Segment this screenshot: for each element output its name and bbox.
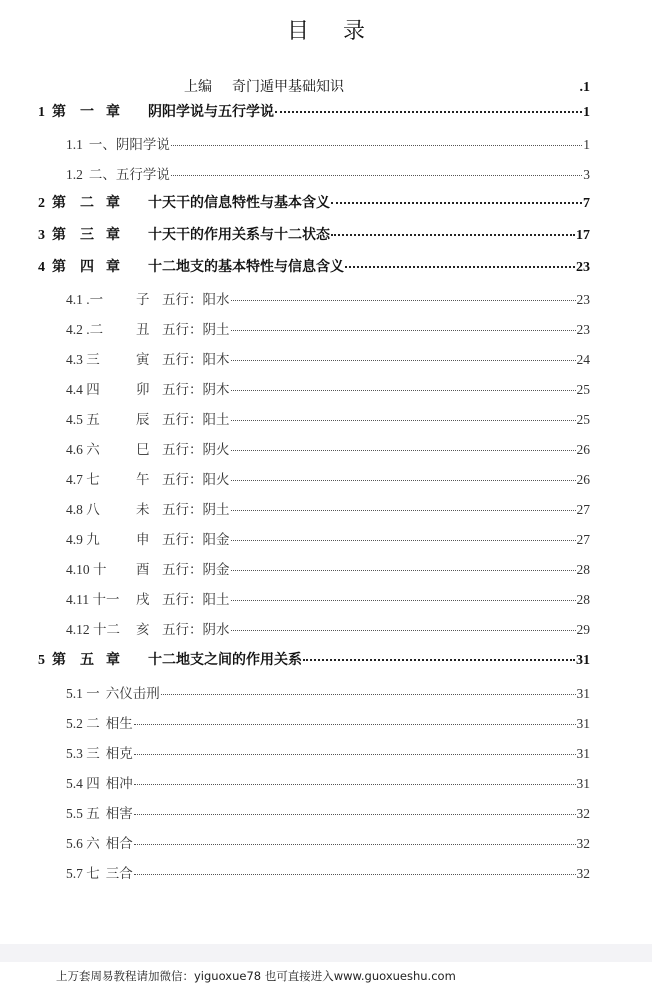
earthly-branch: 酉 <box>136 562 150 577</box>
earthly-branch: 亥 <box>136 622 150 637</box>
toc-branch-entry[interactable] <box>66 288 590 308</box>
earthly-branch: 未 <box>136 502 150 517</box>
section-title: 五行：阴火 <box>162 442 230 457</box>
section-number: 4.1 .一 <box>66 292 104 307</box>
toc-branch-entry[interactable] <box>66 438 590 458</box>
chapter-title: 十二地支之间的作用关系 <box>148 653 302 668</box>
dot-leader <box>134 844 576 845</box>
dot-leader <box>171 175 582 176</box>
section-number: 4.4 四 <box>66 382 100 397</box>
toc-branch-entry[interactable] <box>66 618 590 638</box>
page-number: 25 <box>576 382 590 397</box>
page-title: 目录 <box>286 18 399 43</box>
earthly-branch: 寅 <box>136 352 150 367</box>
chapter-number: 2 <box>38 196 45 211</box>
page-number: 26 <box>576 442 590 457</box>
footer-banner <box>0 962 652 994</box>
dot-leader <box>161 694 576 695</box>
dot-leader <box>231 630 576 631</box>
page-separator <box>0 944 652 962</box>
page-number: 31 <box>576 653 590 668</box>
section-title: 五行：阴水 <box>162 622 230 637</box>
chapter-ordinal: 三 <box>80 228 94 243</box>
page-number: 1 <box>583 137 590 152</box>
page-number: 17 <box>576 228 590 243</box>
earthly-branch: 申 <box>136 532 150 547</box>
section-number: 4.3 三 <box>66 352 100 367</box>
chapter-number: 3 <box>38 228 45 243</box>
toc-section-entry[interactable] <box>66 682 590 702</box>
chapter-di: 第 <box>52 105 66 120</box>
toc-section-entry[interactable] <box>66 862 590 882</box>
page-number: 31 <box>576 746 590 761</box>
section-title: 五行：阳金 <box>162 532 230 547</box>
page-number: 7 <box>583 196 590 211</box>
toc-section-entry[interactable] <box>66 832 590 852</box>
section-number: 4.2 .二 <box>66 322 104 337</box>
dot-leader <box>231 540 576 541</box>
toc-branch-entry[interactable] <box>66 378 590 398</box>
dot-leader <box>231 330 576 331</box>
section-number: 5.5 五 <box>66 806 100 821</box>
section-number: 4.12 十二 <box>66 622 120 637</box>
chapter-title: 十天干的信息特性与基本含义 <box>148 196 330 211</box>
chapter-number: 1 <box>38 105 45 120</box>
section-number: 5.1 一 <box>66 686 100 701</box>
section-title: 五行：阳火 <box>162 472 230 487</box>
toc-chapter-entry[interactable] <box>38 224 590 244</box>
section-title: 五行：阴木 <box>162 382 230 397</box>
section-number: 4.11 十一 <box>66 592 120 607</box>
toc-branch-entry[interactable] <box>66 468 590 488</box>
page-number: 23 <box>576 322 590 337</box>
chapter-number: 4 <box>38 260 45 275</box>
page-number: 27 <box>576 532 590 547</box>
dot-leader <box>303 659 575 661</box>
dot-leader <box>231 360 576 361</box>
chapter-di: 第 <box>52 653 66 668</box>
chapter-title: 十天干的作用关系与十二状态 <box>148 228 330 243</box>
page-number: 28 <box>576 592 590 607</box>
page-number: 28 <box>576 562 590 577</box>
section-title: 五行：阳土 <box>162 592 230 607</box>
page-number: 31 <box>576 716 590 731</box>
earthly-branch: 巳 <box>136 442 150 457</box>
earthly-branch: 卯 <box>136 382 150 397</box>
chapter-di: 第 <box>52 228 66 243</box>
chapter-ordinal: 一 <box>80 105 94 120</box>
page-number: 32 <box>576 866 590 881</box>
page-number: 23 <box>576 260 590 275</box>
section-number: 5.7 七 <box>66 866 100 881</box>
toc-chapter-entry[interactable] <box>38 256 590 276</box>
toc-section-entry[interactable] <box>66 163 590 183</box>
part-heading[interactable] <box>184 76 590 96</box>
dot-leader <box>231 300 576 301</box>
toc-branch-entry[interactable] <box>66 348 590 368</box>
toc-section-entry[interactable] <box>66 802 590 822</box>
page-number: 25 <box>576 412 590 427</box>
dot-leader <box>231 420 576 421</box>
section-number: 5.2 二 <box>66 716 100 731</box>
chapter-title: 阴阳学说与五行学说 <box>148 105 274 120</box>
chapter-di: 第 <box>52 260 66 275</box>
earthly-branch: 戌 <box>136 592 150 607</box>
toc-branch-entry[interactable] <box>66 498 590 518</box>
dot-leader <box>171 145 582 146</box>
chapter-ordinal: 四 <box>80 260 94 275</box>
section-number: 4.5 五 <box>66 412 100 427</box>
dot-leader <box>331 202 582 204</box>
section-title: 五行：阴土 <box>162 322 230 337</box>
earthly-branch: 丑 <box>136 322 150 337</box>
section-number: 4.7 七 <box>66 472 100 487</box>
toc-branch-entry[interactable] <box>66 558 590 578</box>
dot-leader <box>231 510 576 511</box>
dot-leader <box>231 600 576 601</box>
chapter-zhang: 章 <box>106 653 120 668</box>
section-number: 4.6 六 <box>66 442 100 457</box>
section-number: 5.3 三 <box>66 746 100 761</box>
section-number: 1.1 <box>66 137 83 152</box>
dot-leader <box>345 266 575 268</box>
toc-chapter-entry[interactable] <box>38 649 590 669</box>
section-number: 4.8 八 <box>66 502 100 517</box>
page-number: 23 <box>576 292 590 307</box>
section-title: 五行：阳土 <box>162 412 230 427</box>
section-title: 六仪击刑 <box>105 686 160 701</box>
page-number: 31 <box>576 776 590 791</box>
dot-leader <box>275 111 582 113</box>
toc-chapter-entry[interactable] <box>38 192 590 212</box>
dot-leader <box>231 450 576 451</box>
page-number: 24 <box>576 352 590 367</box>
toc-section-entry[interactable] <box>66 712 590 732</box>
chapter-title: 十二地支的基本特性与信息含义 <box>148 260 344 275</box>
section-title: 三合 <box>105 866 133 881</box>
section-number: 1.2 <box>66 167 83 182</box>
section-title: 相冲 <box>105 776 133 791</box>
section-title: 五行：阴土 <box>162 502 230 517</box>
footer-text: 上万套周易教程请加微信：yiguoxue78 也可直接进入www.guoxueshu.com <box>56 969 456 983</box>
section-title: 一、阴阳学说 <box>88 137 170 152</box>
dot-leader <box>134 874 576 875</box>
toc-section-entry[interactable] <box>66 742 590 762</box>
dot-leader <box>134 814 576 815</box>
section-title: 二、五行学说 <box>88 167 170 182</box>
section-title: 相害 <box>105 806 133 821</box>
chapter-ordinal: 二 <box>80 196 94 211</box>
section-title: 相克 <box>105 746 133 761</box>
chapter-zhang: 章 <box>106 105 120 120</box>
dot-leader <box>331 234 575 236</box>
chapter-number: 5 <box>38 653 45 668</box>
toc-branch-entry[interactable] <box>66 588 590 608</box>
dot-leader <box>134 754 576 755</box>
dot-leader <box>134 724 576 725</box>
page-number: 32 <box>576 836 590 851</box>
dot-leader <box>231 390 576 391</box>
toc-chapter-entry[interactable] <box>38 101 590 121</box>
toc-section-entry[interactable] <box>66 133 590 153</box>
section-title: 五行：阴金 <box>162 562 230 577</box>
earthly-branch: 午 <box>136 472 150 487</box>
page-number: 29 <box>576 622 590 637</box>
chapter-zhang: 章 <box>106 260 120 275</box>
dot-leader <box>134 784 576 785</box>
toc-branch-entry[interactable] <box>66 318 590 338</box>
section-title: 五行：阳木 <box>162 352 230 367</box>
chapter-zhang: 章 <box>106 228 120 243</box>
page-number: 26 <box>576 472 590 487</box>
toc-branch-entry[interactable] <box>66 528 590 548</box>
dot-leader <box>231 570 576 571</box>
section-title: 相生 <box>105 716 133 731</box>
chapter-zhang: 章 <box>106 196 120 211</box>
page-number: 27 <box>576 502 590 517</box>
section-number: 5.4 四 <box>66 776 100 791</box>
earthly-branch: 子 <box>136 292 150 307</box>
chapter-ordinal: 五 <box>80 653 94 668</box>
dot-leader <box>231 480 576 481</box>
page-number: 32 <box>576 806 590 821</box>
page-number: 3 <box>583 167 590 182</box>
section-number: 4.9 九 <box>66 532 100 547</box>
toc-section-entry[interactable] <box>66 772 590 792</box>
page-number: 1 <box>583 105 590 120</box>
part-label: 上编 <box>184 80 212 95</box>
toc-branch-entry[interactable] <box>66 408 590 428</box>
page-number: 31 <box>576 686 590 701</box>
section-title: 相合 <box>105 836 133 851</box>
part-title: 奇门遁甲基础知识 <box>232 80 344 95</box>
section-number: 4.10 十 <box>66 562 107 577</box>
part-page-number: .1 <box>579 80 590 95</box>
section-number: 5.6 六 <box>66 836 100 851</box>
chapter-di: 第 <box>52 196 66 211</box>
earthly-branch: 辰 <box>136 412 150 427</box>
section-title: 五行：阳水 <box>162 292 230 307</box>
